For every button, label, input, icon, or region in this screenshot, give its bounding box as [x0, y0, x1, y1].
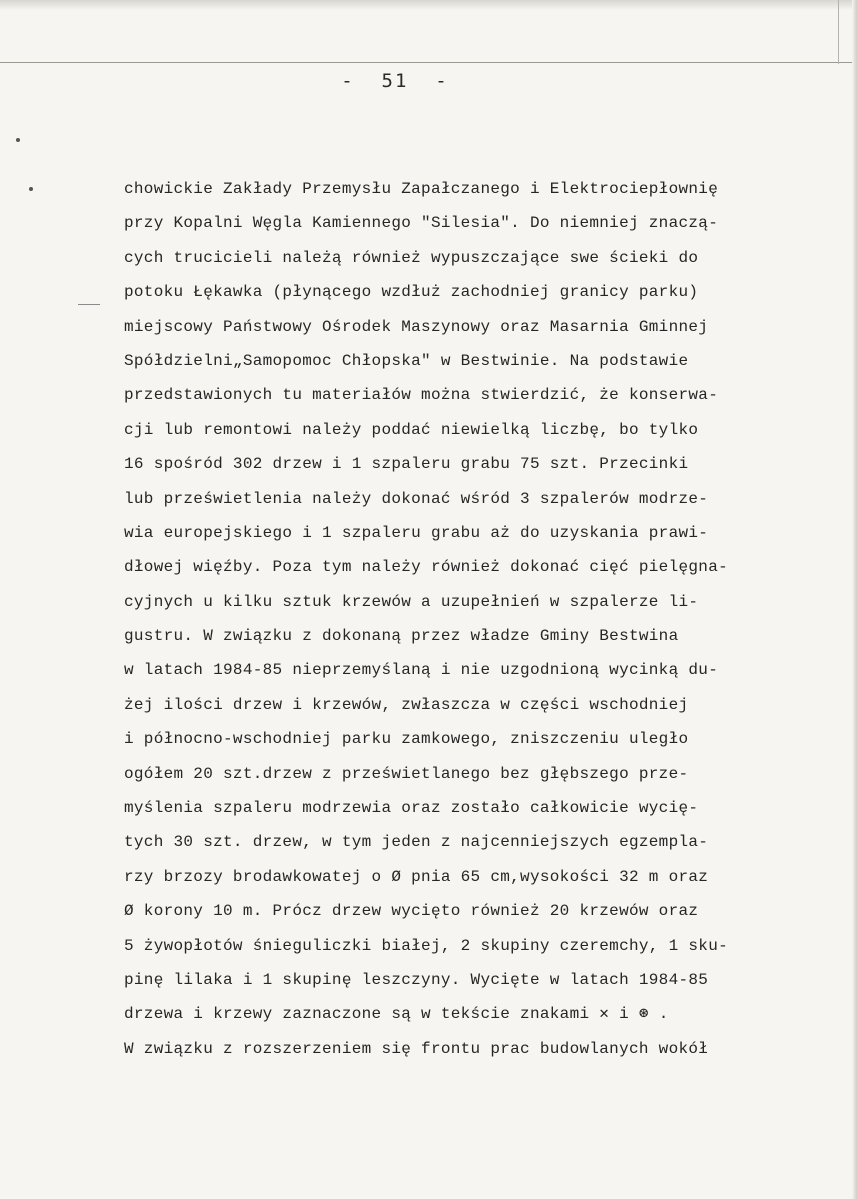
text-line: pinę lilaka i 1 skupinę leszczyny. Wycięte w latach 1984-85 [124, 970, 709, 989]
text-line: miejscowy Państwowy Ośrodek Maszynowy oraz Masarnia Gminnej [124, 317, 709, 336]
text-line: żej ilości drzew i krzewów, zwłaszcza w części wschodniej [124, 695, 689, 714]
text-line: przedstawionych tu materiałów można stwierdzić, że konserwa- [124, 386, 719, 405]
text-line: wia europejskiego i 1 szpaleru grabu aż do uzyskania prawi- [124, 523, 709, 542]
text-line: Spółdzielni„Samopomoc Chłopska" w Bestwinie. Na podstawie [124, 351, 689, 370]
page-number: - 51 - [341, 70, 449, 92]
text-line: W związku z rozszerzeniem się frontu prac budowlanych wokół [124, 1039, 709, 1058]
text-line: przy Kopalni Węgla Kamiennego "Silesia". Do niemniej znaczą- [124, 214, 719, 233]
text-line: i północno-wschodniej parku zamkowego, zniszczeniu uległo [124, 730, 689, 749]
punch-mark [29, 187, 33, 191]
text-line: 16 spośród 302 drzew i 1 szpaleru grabu 75 szt. Przecinki [124, 455, 689, 474]
fold-mark [838, 0, 839, 64]
text-line: cyjnych u kilku sztuk krzewów a uzupełnień w szpalerze li- [124, 592, 699, 611]
scan-right-edge [852, 0, 857, 1199]
punch-mark [16, 138, 20, 142]
text-line: lub prześwietlenia należy dokonać wśród 3 szpalerów modrze- [124, 489, 709, 508]
text-line: 5 żywopłotów śnieguliczki białej, 2 skupiny czeremchy, 1 sku- [124, 936, 728, 955]
text-line: cych trucicieli należą również wypuszczające swe ścieki do [124, 248, 699, 267]
text-line: potoku Łękawka (płynącego wzdłuż zachodniej granicy parku) [124, 283, 699, 302]
text-line: Ø korony 10 m. Prócz drzew wycięto również 20 krzewów oraz [124, 902, 699, 921]
text-line: rzy brzozy brodawkowatej o Ø pnia 65 cm,wysokości 32 m oraz [124, 867, 709, 886]
text-line: drzewa i krzewy zaznaczone są w tekście znakami ✕ i ⊛ . [124, 1005, 669, 1024]
text-line: cji lub remontowi należy poddać niewielką liczbę, bo tylko [124, 420, 699, 439]
text-line: gustru. W związku z dokonaną przez władze Gminy Bestwina [124, 627, 679, 646]
header-rule [0, 62, 857, 63]
text-line: tych 30 szt. drzew, w tym jeden z najcenniejszych egzempla- [124, 833, 709, 852]
scan-top-edge [0, 0, 857, 10]
text-line: myślenia szpaleru modrzewia oraz zostało całkowicie wycię- [124, 799, 699, 818]
text-line: w latach 1984-85 nieprzemyślaną i nie uzgodnioną wycinką du- [124, 661, 719, 680]
text-line: chowickie Zakłady Przemysłu Zapałczanego i Elektrociepłownię [124, 180, 719, 198]
body-text [124, 172, 764, 1066]
text-line: ogółem 20 szt.drzew z prześwietlanego bez głębszego prze- [124, 764, 689, 783]
margin-mark [78, 304, 100, 305]
text-line: dłowej więźby. Poza tym należy również dokonać cięć pielęgna- [124, 558, 728, 577]
